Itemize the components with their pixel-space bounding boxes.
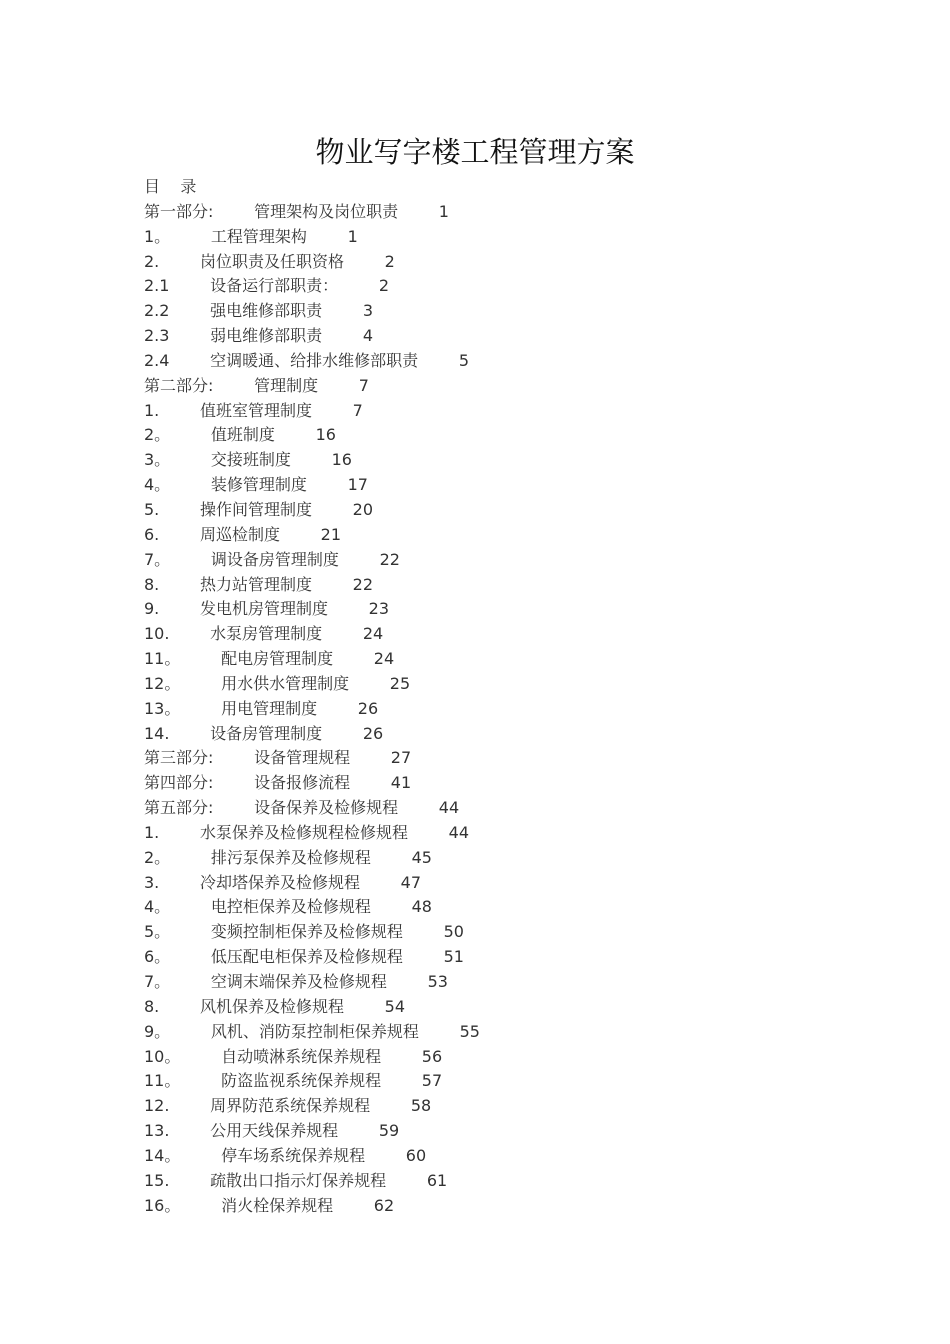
toc-entry-title: 强电维修部职责 bbox=[210, 301, 323, 321]
toc-entry bbox=[144, 771, 480, 796]
toc-entry-number: 2.3 bbox=[144, 326, 170, 346]
toc-entry bbox=[144, 1144, 480, 1169]
toc-entry-page-number: 22 bbox=[352, 574, 374, 594]
toc-entry-page-number: 4 bbox=[362, 326, 374, 346]
toc-entry-title: 设备报修流程 bbox=[254, 773, 351, 793]
toc-entry-title: 设备运行部职责： bbox=[210, 276, 339, 296]
toc-entry-number: 15. bbox=[144, 1170, 170, 1190]
toc-entry-title: 变频控制柜保养及检修规程 bbox=[210, 922, 403, 942]
toc-entry bbox=[144, 597, 480, 622]
toc-entry bbox=[144, 324, 480, 349]
toc-entry-page-number: 5 bbox=[458, 350, 470, 370]
toc-entry-title: 公用天线保养规程 bbox=[210, 1121, 339, 1141]
toc-entry-page-number: 25 bbox=[389, 673, 411, 693]
toc-entry-page-number: 16 bbox=[315, 425, 336, 445]
toc-entry-title: 排污泵保养及检修规程 bbox=[210, 847, 371, 867]
toc-entry-title: 水泵保养及检修规程检修规程 bbox=[199, 822, 408, 842]
toc-entry bbox=[144, 871, 480, 896]
toc-entry bbox=[144, 722, 480, 747]
toc-entry bbox=[144, 697, 480, 722]
toc-entry bbox=[144, 746, 480, 771]
toc-entry-number: 11。 bbox=[144, 649, 181, 669]
toc-entry-title: 设备房管理制度 bbox=[210, 723, 323, 743]
toc-entry-title: 值班室管理制度 bbox=[199, 400, 312, 420]
toc-entry bbox=[144, 523, 480, 548]
toc-entry-number: 3。 bbox=[144, 450, 171, 470]
toc-entry bbox=[144, 374, 480, 399]
toc-entry-title: 疏散出口指示灯保养规程 bbox=[210, 1170, 387, 1190]
toc-entry-title: 空调末端保养及检修规程 bbox=[210, 972, 387, 991]
toc-entry-title: 管理架构及岗位职责 bbox=[254, 201, 399, 221]
toc-entry-page-number: 23 bbox=[368, 599, 390, 619]
toc-entry-number: 4。 bbox=[144, 475, 171, 495]
toc-entry bbox=[144, 920, 480, 945]
toc-entry-title: 水泵房管理制度 bbox=[210, 624, 323, 644]
toc-entry bbox=[144, 349, 480, 374]
toc-entry bbox=[144, 399, 480, 424]
toc-entry-number: 2.1 bbox=[144, 276, 170, 296]
toc-entry-page-number: 59 bbox=[378, 1121, 400, 1141]
toc-entry-page-number: 24 bbox=[373, 649, 395, 669]
toc-entry bbox=[144, 573, 480, 598]
toc-entry bbox=[144, 448, 480, 473]
toc-entry-title: 热力站管理制度 bbox=[199, 574, 312, 594]
toc-entry-page-number: 21 bbox=[320, 524, 342, 544]
toc-entry bbox=[144, 423, 480, 448]
toc-entry-number: 10。 bbox=[144, 1046, 181, 1066]
toc-entry-title: 用电管理制度 bbox=[221, 698, 318, 718]
toc-entry-page-number: 44 bbox=[448, 822, 470, 842]
toc-entry-page-number: 22 bbox=[379, 549, 400, 569]
toc-entry-title: 防盗监视系统保养规程 bbox=[221, 1071, 382, 1091]
toc-entry-number: 第四部分: bbox=[144, 773, 214, 793]
toc-entry bbox=[144, 1020, 480, 1045]
toc-entry-number: 第五部分: bbox=[144, 798, 214, 818]
toc-entry bbox=[144, 1169, 480, 1194]
toc-entry-number: 第一部分: bbox=[144, 201, 214, 221]
toc-entry-number: 16。 bbox=[144, 1195, 181, 1215]
toc-entry-number: 8. bbox=[144, 996, 160, 1016]
toc-entry-page-number: 2 bbox=[384, 251, 395, 271]
toc-entry-number: 10. bbox=[144, 624, 170, 644]
toc-entry bbox=[144, 821, 480, 846]
toc-entry-page-number: 1 bbox=[347, 226, 358, 246]
toc-entry bbox=[144, 672, 480, 697]
toc-entry-page-number: 2 bbox=[378, 276, 390, 296]
toc-entry bbox=[144, 970, 480, 995]
toc-entry-page-number: 44 bbox=[438, 798, 460, 818]
toc-entry bbox=[144, 1119, 480, 1144]
toc-entry-page-number: 1 bbox=[438, 201, 449, 221]
toc-entry-page-number: 56 bbox=[421, 1046, 443, 1066]
toc-entry-number: 2。 bbox=[144, 425, 171, 445]
toc-entry-number: 7。 bbox=[144, 549, 171, 569]
toc-entry-title: 周界防范系统保养规程 bbox=[210, 1096, 371, 1116]
toc-entry-title: 用水供水管理制度 bbox=[221, 673, 350, 693]
toc-entry-number: 1. bbox=[144, 400, 160, 420]
toc-entry-number: 13. bbox=[144, 1121, 170, 1141]
toc-entry-title: 设备管理规程 bbox=[254, 748, 351, 768]
toc-entry-title: 装修管理制度 bbox=[210, 475, 307, 495]
toc-heading: 目 录 bbox=[144, 177, 197, 196]
toc-entry-page-number: 57 bbox=[421, 1071, 443, 1091]
toc-entry-page-number: 24 bbox=[362, 624, 384, 644]
toc-entry-number: 6. bbox=[144, 524, 160, 544]
toc-entry bbox=[144, 796, 480, 821]
toc-entry bbox=[144, 299, 480, 324]
toc-entry-number: 5。 bbox=[144, 922, 171, 942]
toc-entry bbox=[144, 200, 480, 225]
toc-entry-page-number: 48 bbox=[411, 897, 432, 917]
toc-entry bbox=[144, 250, 480, 275]
toc-entry bbox=[144, 1045, 480, 1070]
toc-entry-title: 停车场系统保养规程 bbox=[221, 1145, 366, 1165]
toc-entry-title: 低压配电柜保养及检修规程 bbox=[210, 947, 403, 967]
toc-entry-number: 11。 bbox=[144, 1071, 181, 1091]
toc-entry-page-number: 41 bbox=[390, 773, 412, 793]
toc-entry-number: 9。 bbox=[144, 1021, 171, 1041]
toc-entry-title: 发电机房管理制度 bbox=[199, 599, 328, 619]
toc-entry bbox=[144, 548, 480, 573]
toc-entry bbox=[144, 622, 480, 647]
toc-entry bbox=[144, 1069, 480, 1094]
toc-entry-title: 调设备房管理制度 bbox=[210, 549, 339, 569]
toc-entry-number: 8. bbox=[144, 574, 160, 594]
toc-entry-title: 风机、消防泵控制柜保养规程 bbox=[210, 1021, 419, 1041]
toc-entry-title: 管理制度 bbox=[254, 375, 319, 395]
toc-entry-title: 消火栓保养规程 bbox=[221, 1195, 334, 1215]
toc-entry-title: 空调暖通、给排水维修部职责 bbox=[210, 350, 419, 370]
toc-entry-page-number: 54 bbox=[384, 996, 406, 1016]
toc-entry-number: 13。 bbox=[144, 698, 181, 718]
toc-entry-page-number: 45 bbox=[411, 847, 432, 867]
toc-entry-number: 12。 bbox=[144, 673, 181, 693]
toc-entry bbox=[144, 647, 480, 672]
toc-entry-title: 周巡检制度 bbox=[199, 524, 280, 544]
toc-entry-title: 工程管理架构 bbox=[210, 226, 307, 246]
toc-entry-number: 1. bbox=[144, 822, 160, 842]
toc-entry-number: 2. bbox=[144, 251, 160, 271]
toc-entry-title: 交接班制度 bbox=[210, 450, 291, 470]
toc-entry-title: 配电房管理制度 bbox=[221, 649, 334, 669]
toc-entry bbox=[144, 945, 480, 970]
toc-entry-page-number: 7 bbox=[352, 400, 363, 420]
toc-entry-number: 14。 bbox=[144, 1145, 181, 1165]
toc-entry-number: 12. bbox=[144, 1096, 170, 1116]
toc-entry-number: 2。 bbox=[144, 847, 171, 867]
toc-entry-number: 2.4 bbox=[144, 350, 170, 370]
toc-entry bbox=[144, 995, 480, 1020]
toc-entry-number: 4。 bbox=[144, 897, 171, 917]
toc-entry-page-number: 17 bbox=[347, 475, 368, 495]
table-of-contents bbox=[144, 175, 480, 1218]
toc-entry-title: 风机保养及检修规程 bbox=[199, 996, 344, 1016]
toc-entry-title: 冷却塔保养及检修规程 bbox=[199, 872, 360, 892]
toc-entry-page-number: 61 bbox=[426, 1170, 448, 1190]
toc-entry-number: 9. bbox=[144, 599, 160, 619]
toc-entry-number: 2.2 bbox=[144, 301, 170, 321]
toc-entry-title: 弱电维修部职责 bbox=[210, 326, 323, 346]
document-title: 物业写字楼工程管理方案 bbox=[315, 135, 635, 169]
toc-entry-page-number: 20 bbox=[352, 499, 374, 519]
toc-entry-page-number: 7 bbox=[358, 375, 369, 395]
toc-entry-title: 岗位职责及任职资格 bbox=[199, 251, 344, 271]
toc-entry-page-number: 26 bbox=[357, 698, 379, 718]
toc-entry-page-number: 26 bbox=[362, 723, 384, 743]
toc-entry bbox=[144, 1194, 480, 1219]
toc-entry-title: 电控柜保养及检修规程 bbox=[210, 897, 371, 917]
toc-entry bbox=[144, 498, 480, 523]
toc-entry bbox=[144, 274, 480, 299]
toc-entry-number: 第三部分: bbox=[144, 748, 214, 768]
toc-entry-page-number: 16 bbox=[331, 450, 352, 470]
toc-entry bbox=[144, 473, 480, 498]
toc-entry-page-number: 27 bbox=[390, 748, 412, 768]
toc-entry-page-number: 55 bbox=[459, 1021, 480, 1041]
toc-entry-number: 7。 bbox=[144, 972, 171, 991]
toc-entry-page-number: 60 bbox=[405, 1145, 427, 1165]
toc-entry bbox=[144, 895, 480, 920]
toc-entry-number: 6。 bbox=[144, 947, 171, 967]
toc-entry-title: 设备保养及检修规程 bbox=[254, 798, 399, 818]
toc-entry-number: 5. bbox=[144, 499, 160, 519]
toc-entry-page-number: 47 bbox=[400, 872, 422, 892]
toc-entry-page-number: 58 bbox=[410, 1096, 432, 1116]
toc-entry-number: 第二部分: bbox=[144, 375, 214, 395]
toc-entry-title: 自动喷淋系统保养规程 bbox=[221, 1046, 382, 1066]
toc-entry-page-number: 50 bbox=[443, 922, 464, 942]
toc-entry bbox=[144, 1094, 480, 1119]
toc-entry-page-number: 3 bbox=[362, 301, 374, 321]
toc-entry-number: 3. bbox=[144, 872, 160, 892]
toc-entry-page-number: 62 bbox=[373, 1195, 395, 1215]
toc-entry-title: 值班制度 bbox=[210, 425, 275, 445]
toc-entry-page-number: 53 bbox=[427, 972, 448, 991]
toc-entry-title: 操作间管理制度 bbox=[199, 499, 312, 519]
toc-entry-page-number: 51 bbox=[443, 947, 464, 967]
toc-entry-number: 1。 bbox=[144, 226, 171, 246]
toc-entry bbox=[144, 225, 480, 250]
toc-entry bbox=[144, 846, 480, 871]
toc-entry-number: 14. bbox=[144, 723, 170, 743]
